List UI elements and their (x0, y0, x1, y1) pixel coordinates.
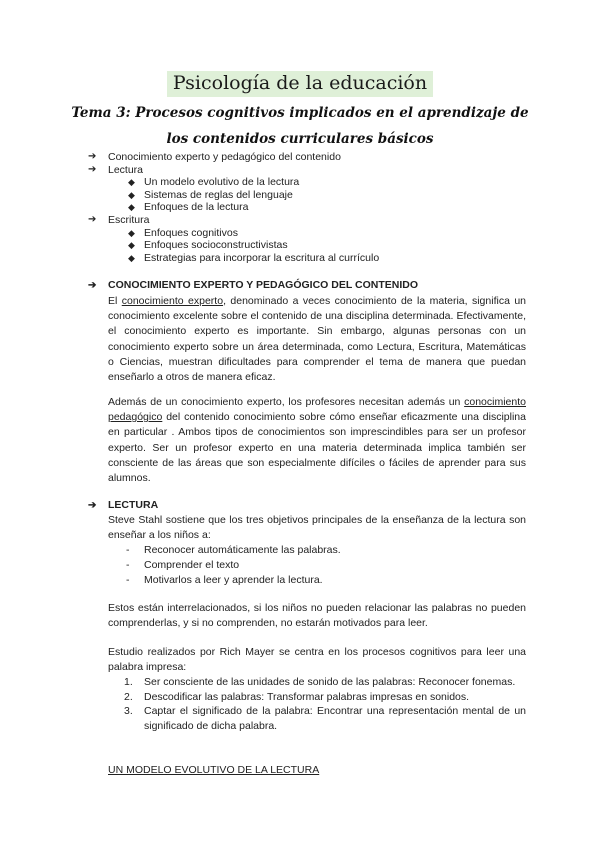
subsection-heading: UN MODELO EVOLUTIVO DE LA LECTURA (108, 764, 320, 776)
toc-subitem-label: Enfoques de la lectura (144, 201, 249, 214)
toc-subitem-label: Enfoques socioconstructivistas (144, 239, 288, 252)
paragraph-mayer: Estudio realizados por Rich Mayer se centra en los procesos cognitivos para leer una palabra impresa: (108, 646, 526, 674)
toc-subitem (88, 227, 379, 240)
table-of-contents (88, 151, 379, 264)
list-item: 3. Captar el significado de la palabra: Encontrar una representación mental de un significado de dicha palabra. (124, 705, 526, 732)
toc-subitem (88, 189, 379, 202)
section-heading-lectura (88, 499, 158, 511)
steps-list (124, 675, 526, 733)
diamond-bullet-icon: ◆ (128, 240, 135, 251)
list-item: - Reconocer automáticamente las palabras. (126, 544, 341, 556)
paragraph-stahl: Steve Stahl sostiene que los tres objetivos principales de la enseñanza de la lectura son enseñar a los niños a: (108, 514, 526, 542)
toc-item-label: Escritura (108, 213, 150, 226)
page-title: Psicología de la educación (167, 71, 433, 97)
diamond-bullet-icon: ◆ (128, 189, 135, 200)
toc-subitem-label: Sistemas de reglas del lenguaje (144, 188, 293, 201)
paragraph-interrelacionados: Estos están interrelacionados, si los niños no pueden relacionar las palabras no pueden comprenderlas, y si no comprenden, no estarán motivados para leer. (108, 602, 526, 630)
diamond-bullet-icon: ◆ (128, 202, 135, 213)
toc-subitem-label: Enfoques cognitivos (144, 226, 238, 239)
toc-item (88, 214, 379, 227)
arrow-icon: ➔ (88, 279, 97, 291)
toc-item-label: Lectura (108, 163, 144, 176)
list-item: - Comprender el texto (126, 559, 240, 571)
toc-subitem-label: Un modelo evolutivo de la lectura (144, 176, 300, 189)
diamond-bullet-icon: ◆ (128, 227, 135, 238)
paragraph-conocimiento-experto: El conocimiento experto, denominado a veces conocimiento de la materia, significa un conocimiento excelente sobre el contenido de una disciplina determinada. Efectivamente, el conocimiento experto es importante. Sin embargo, algunas personas con un conocimiento experto sobre un área determinada, como Lectura, Escritura, Matemáticas o Ciencias, muestran dificultades para comprender el tema de manera que puedan enseñarlo a otros de manera eficaz. (108, 295, 526, 384)
title-wrap (0, 71, 600, 97)
arrow-icon: ➔ (88, 151, 97, 162)
arrow-icon: ➔ (88, 163, 97, 175)
term-conocimiento-experto: conocimiento experto (121, 295, 224, 307)
paragraph-conocimiento-pedagogico: Además de un conocimiento experto, los profesores necesitan además un conocimiento pedagógico del contenido conocimiento sobre cómo enseñar eficazmente una disciplina en particular . Ambos tipos de conocimientos son imprescindibles para ser un profesor experto. Ser un profesor experto en una materia determinada implica también ser consciente de las áreas que son especialmente difíciles o fáciles de aprender para sus alumnos. (108, 396, 526, 485)
toc-subitem (88, 252, 379, 265)
term-conocimiento-pedagogico: conocimiento pedagógico (108, 396, 526, 424)
list-item: 2. Descodificar las palabras: Transformar palabras impresas en sonidos. (124, 690, 470, 703)
diamond-bullet-icon: ◆ (128, 252, 135, 263)
list-item: 1. Ser consciente de las unidades de sonido de las palabras: Reconocer fonemas. (124, 676, 516, 688)
toc-subitem (88, 239, 379, 252)
arrow-icon: ➔ (88, 213, 97, 225)
section-heading-label: LECTURA (108, 499, 159, 511)
toc-item-label: Conocimiento experto y pedagógico del contenido (108, 151, 341, 163)
section-heading-conocimiento (88, 279, 418, 291)
toc-subitem (88, 176, 379, 189)
toc-item (88, 151, 379, 164)
toc-subitem (88, 201, 379, 214)
toc-subitem-label: Estrategias para incorporar la escritura al currículo (144, 251, 380, 264)
goals-list (126, 543, 341, 588)
page-subtitle: Tema 3: Procesos cognitivos implicados en el aprendizaje de los contenidos curriculares básicos (71, 105, 529, 147)
diamond-bullet-icon: ◆ (128, 177, 135, 188)
arrow-icon: ➔ (88, 499, 97, 511)
toc-item (88, 164, 379, 177)
section-heading-label: CONOCIMIENTO EXPERTO Y PEDAGÓGICO DEL CONTENIDO (108, 279, 418, 291)
list-item: - Motivarlos a leer y aprender la lectura. (126, 574, 323, 586)
